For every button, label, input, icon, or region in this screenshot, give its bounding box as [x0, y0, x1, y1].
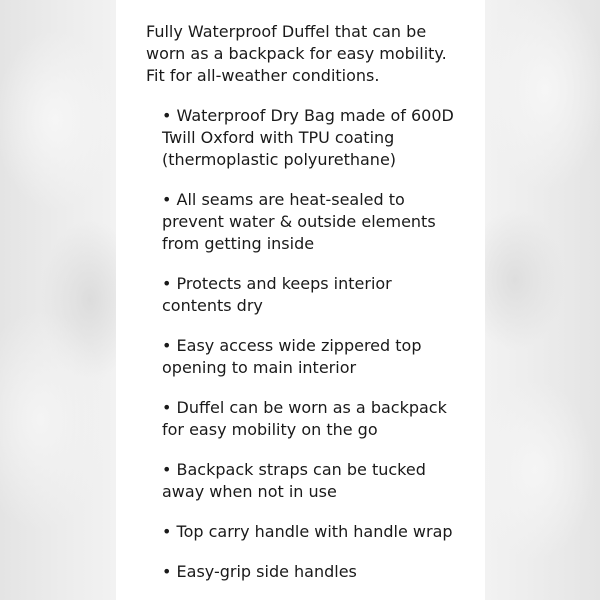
feature-item: • Top carry handle with handle wrap	[162, 522, 453, 541]
blurred-background-right	[485, 0, 600, 600]
feature-item: • Easy-grip side handles	[162, 562, 357, 581]
intro-paragraph: Fully Waterproof Duffel that can be worn as a backpack for easy mobility. Fit for all-weather conditions.	[146, 22, 447, 85]
blurred-background-left	[0, 0, 116, 600]
feature-item: • Protects and keeps interior contents dry	[162, 274, 392, 315]
feature-item: • Waterproof Dry Bag made of 600D Twill Oxford with TPU coating (thermoplastic polyurethane)	[162, 106, 454, 169]
feature-item: • Backpack straps can be tucked away when not in use	[162, 460, 426, 501]
product-description-card	[116, 0, 485, 600]
feature-item: • All seams are heat-sealed to prevent water & outside elements from getting inside	[162, 190, 436, 253]
feature-item: • Duffel can be worn as a backpack for easy mobility on the go	[162, 398, 447, 439]
feature-list	[146, 105, 465, 583]
feature-item: • Easy access wide zippered top opening to main interior	[162, 336, 422, 377]
